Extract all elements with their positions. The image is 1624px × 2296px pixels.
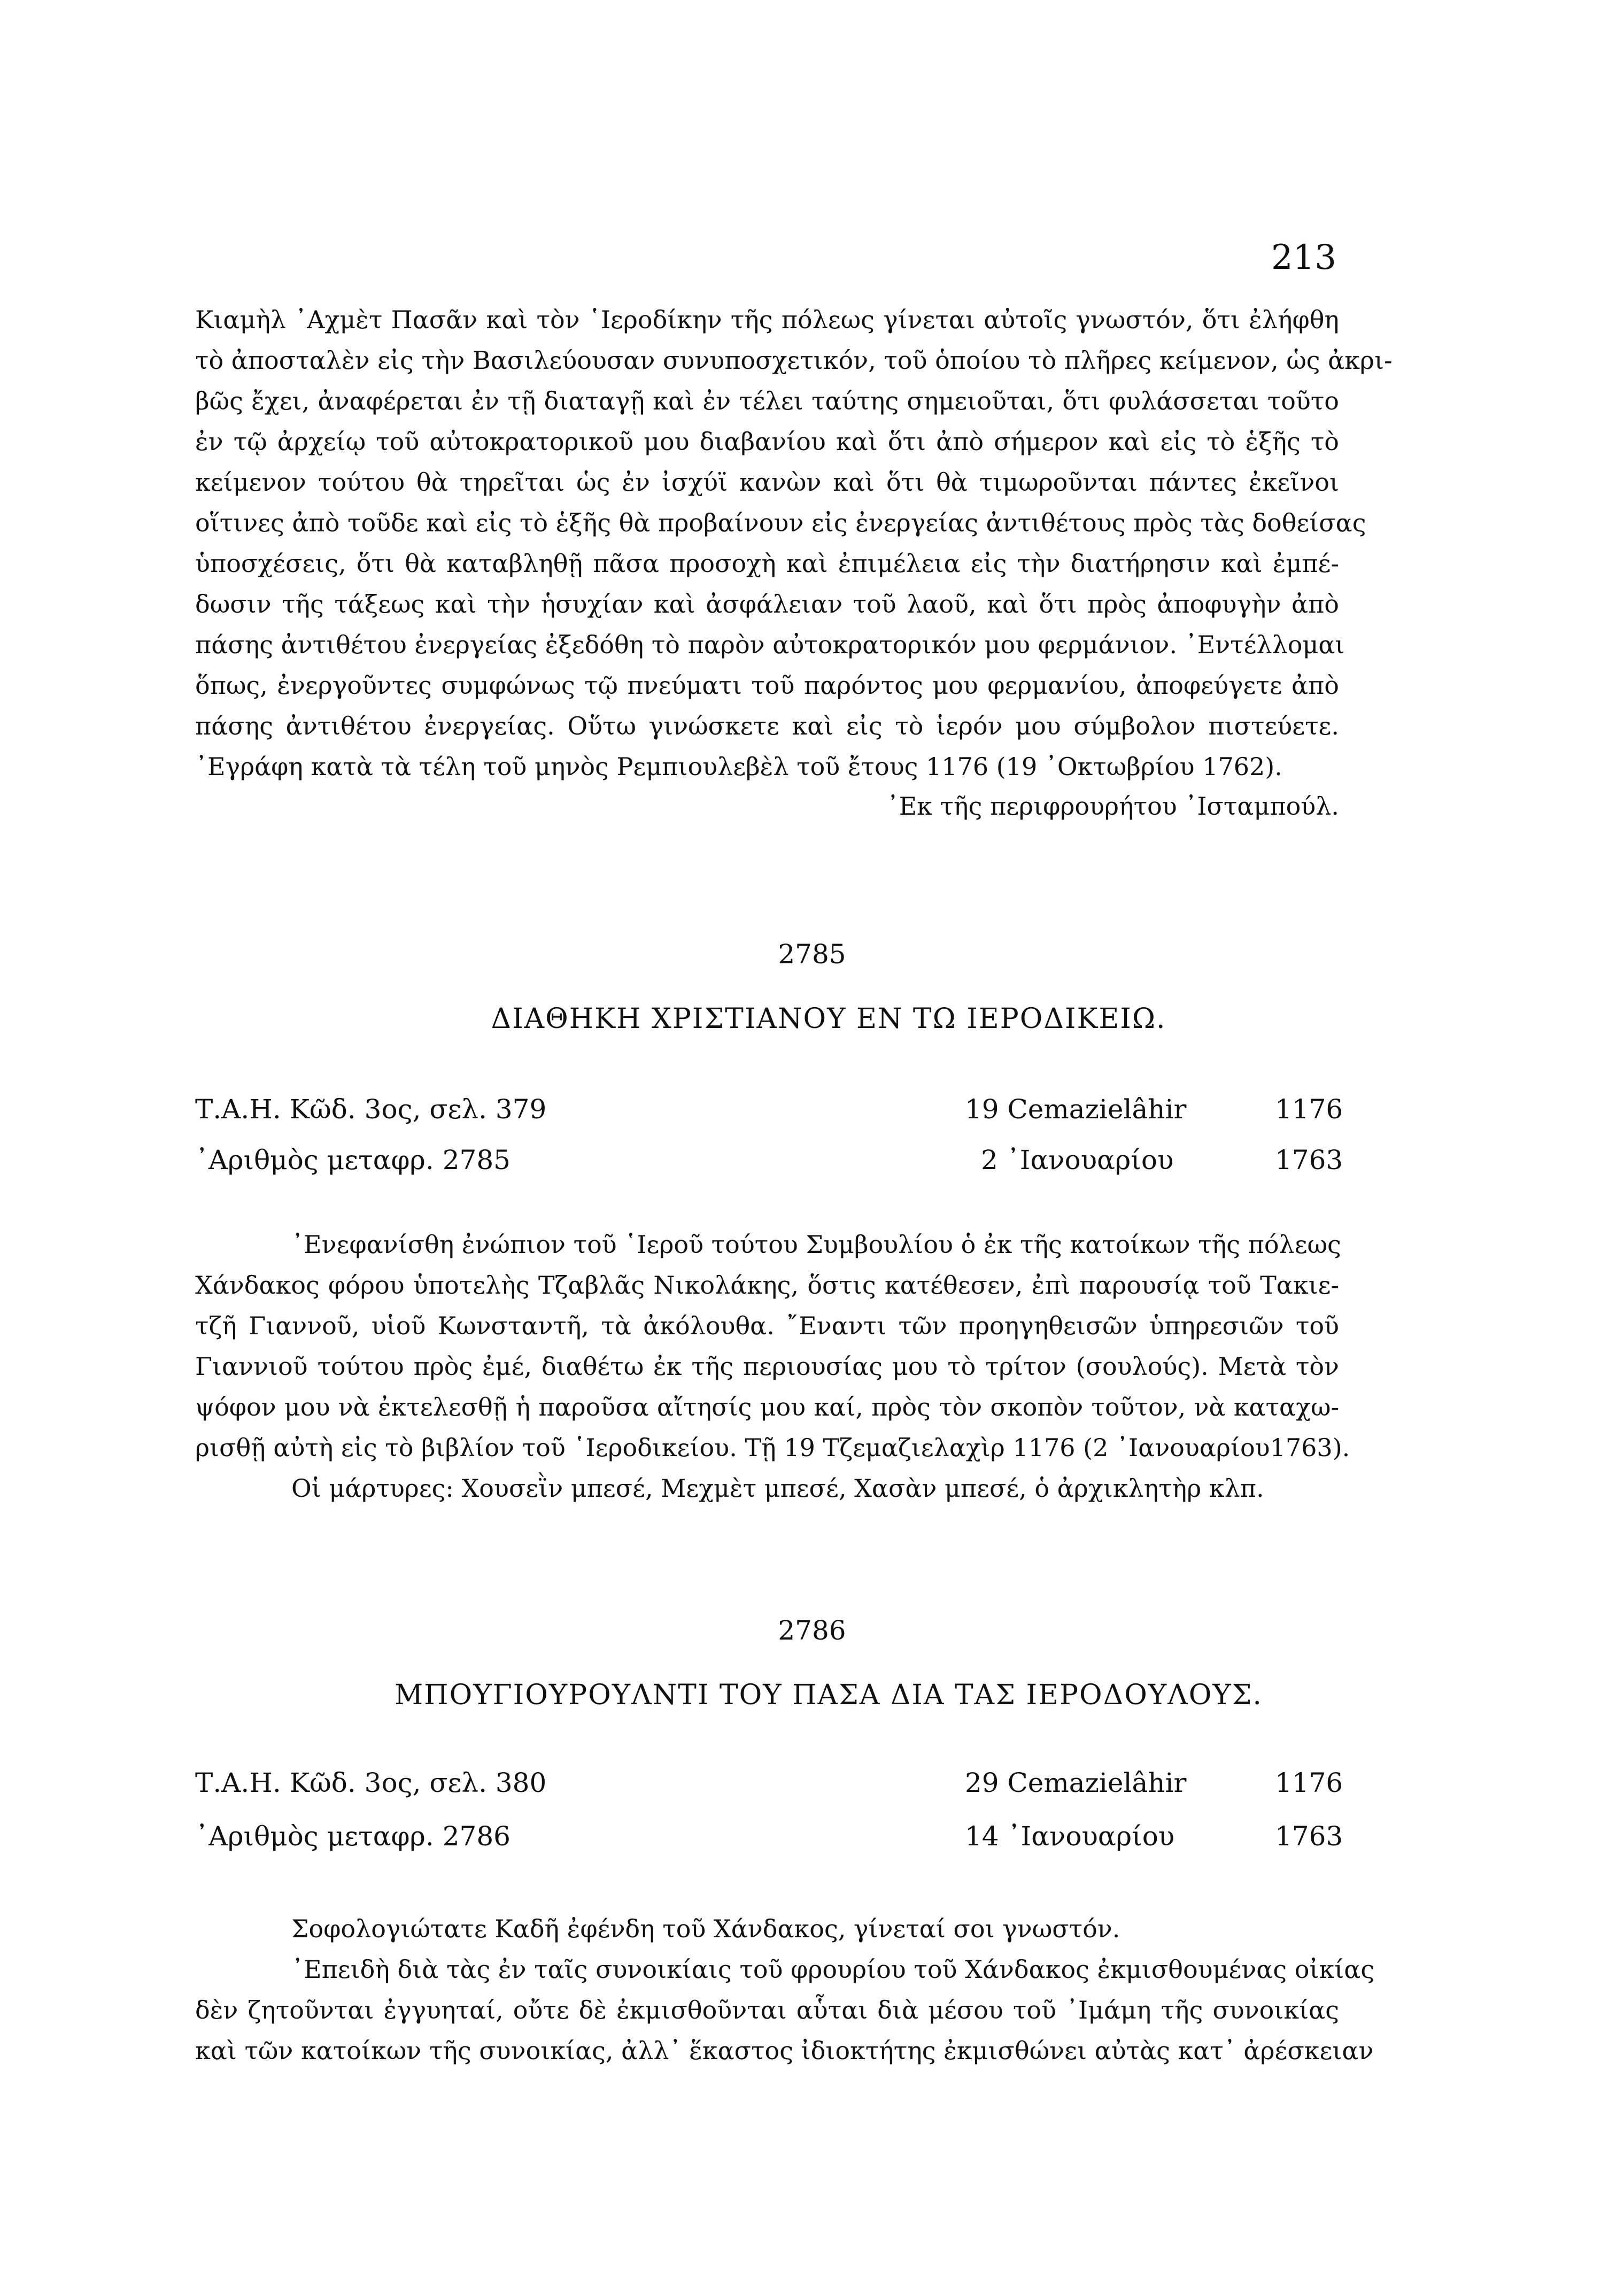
document-title: ΔΙΑΘΗΚΗ ΧΡΙΣΤΙΑΝΟΥ ΕΝ ΤΩ ΙΕΡΟΔΙΚΕΙΩ. xyxy=(491,1003,1166,1035)
text-line: βῶς ἔχει, ἀναφέρεται ἐν τῇ διαταγῇ καὶ ἐν τέλει ταύτης σημειοῦται, ὅτι φυλάσσεται τοῦτο xyxy=(195,386,1339,415)
text-line: οἵτινες ἀπὸ τοῦδε καὶ εἰς τὸ ἑξῆς θὰ προβαίνουν εἰς ἐνεργείας ἀντιθέτους πρὸς τὰς δοθείσας xyxy=(195,508,1366,537)
document-number: 2785 xyxy=(778,939,846,970)
text-line: ἐν τῷ ἀρχείῳ τοῦ αὐτοκρατορικοῦ μου διαβανίου καὶ ὅτι ἀπὸ σήμερον καὶ εἰς τὸ ἑξῆς τὸ xyxy=(195,427,1339,456)
text-line: ᾿Ενεφανίσθη ἐνώπιον τοῦ ῾Ιεροῦ τούτου Συμβουλίου ὁ ἐκ τῆς κατοίκων τῆς πόλεως xyxy=(291,1230,1341,1259)
document-number: 2786 xyxy=(778,1615,846,1646)
text-line: ψόφον μου νὰ ἐκτελεσθῇ ἡ παροῦσα αἴτησίς μου καί, πρὸς τὸν σκοπὸν τοῦτον, νὰ καταχω- xyxy=(195,1393,1339,1421)
gregorian-date: 14 ᾿Ιανουαρίου xyxy=(965,1821,1175,1852)
translation-number: ᾿Αριθμὸς μεταφρ. 2786 xyxy=(195,1821,511,1852)
text-line: ὅπως, ἐνεργοῦντες συμφώνως τῷ πνεύματι τοῦ παρόντος μου φερμανίου, ἀποφεύγετε ἀπὸ xyxy=(195,671,1339,700)
text-line: Οἱ μάρτυρες: Χουσεῒν μπεσέ, Μεχμὲτ μπεσέ, Χασὰν μπεσέ, ὁ ἀρχικλητὴρ κλπ. xyxy=(291,1474,1264,1503)
document-body xyxy=(195,1224,1350,1509)
hijri-year: 1176 xyxy=(1275,1094,1343,1125)
gregorian-date: 2 ᾿Ιανουαρίου xyxy=(981,1145,1174,1176)
text-line: ὑποσχέσεις, ὅτι θὰ καταβληθῇ πᾶσα προσοχὴ καὶ ἐπιμέλεια εἰς τὴν διατήρησιν καὶ ἐμπέ- xyxy=(195,549,1339,578)
text-line: πάσης ἀντιθέτου ἐνεργείας ἐξεδόθη τὸ παρὸν αὐτοκρατορικόν μου φερμάνιον. ᾿Εντέλλομαι xyxy=(195,630,1345,659)
translation-number: ᾿Αριθμὸς μεταφρ. 2785 xyxy=(195,1145,511,1176)
document-title: ΜΠΟΥΓΙΟΥΡΟΥΛΝΤΙ ΤΟΥ ΠΑΣΑ ΔΙΑ ΤΑΣ ΙΕΡΟΔΟΥΛΟΥΣ. xyxy=(395,1679,1263,1711)
text-line: δωσιν τῆς τάξεως καὶ τὴν ἡσυχίαν καὶ ἀσφάλειαν τοῦ λαοῦ, καὶ ὅτι πρὸς ἀποφυγὴν ἀπὸ xyxy=(195,590,1339,619)
document-body xyxy=(195,1908,1375,2071)
text-line: Κιαμὴλ ᾿Αχμὲτ Πασᾶν καὶ τὸν ῾Ιεροδίκην τῆς πόλεως γίνεται αὐτοῖς γνωστόν, ὅτι ἐλήφθη xyxy=(195,305,1339,334)
gregorian-year: 1763 xyxy=(1275,1821,1343,1852)
text-line: τὸ ἀποσταλὲν εἰς τὴν Βασιλεύουσαν συνυποσχετικόν, τοῦ ὁποίου τὸ πλῆρες κείμενον, ὡς ἀκρι- xyxy=(195,346,1393,375)
text-line: Χάνδακος φόρου ὑποτελὴς Τζαβλᾶς Νικολάκης, ὅστις κατέθεσεν, ἐπὶ παρουσίᾳ τοῦ Τακιε- xyxy=(195,1271,1339,1300)
hijri-date: 19 Cemazielâhir xyxy=(965,1094,1187,1125)
hijri-date: 29 Cemazielâhir xyxy=(965,1767,1187,1798)
source-reference: Τ.Α.Η. Κῶδ. 3ος, σελ. 379 xyxy=(195,1094,547,1125)
text-line: κείμενον τούτου θὰ τηρεῖται ὡς ἐν ἰσχύϊ κανὼν καὶ ὅτι θὰ τιμωροῦνται πάντες ἐκεῖνοι xyxy=(195,468,1339,497)
gregorian-year: 1763 xyxy=(1275,1145,1343,1176)
hijri-year: 1176 xyxy=(1275,1767,1343,1798)
text-line: ρισθῇ αὐτὴ εἰς τὸ βιβλίον τοῦ ῾Ιεροδικείου. Τῇ 19 Τζεμαζιελαχὶρ 1176 (2 ᾿Ιανουαρίου1763). xyxy=(195,1433,1350,1462)
text-line: τζῆ Γιαννοῦ, υἱοῦ Κωνσταντῆ, τὰ ἀκόλουθα. ῎Εναντι τῶν προηγηθεισῶν ὑπηρεσιῶν τοῦ xyxy=(195,1311,1339,1340)
text-line: Γιαννιοῦ τούτου πρὸς ἐμέ, διαθέτω ἐκ τῆς περιουσίας μου τὸ τρίτον (σουλούς). Μετὰ τὸν xyxy=(195,1352,1339,1381)
text-line: πάσης ἀντιθέτου ἐνεργείας. Οὕτω γινώσκετε καὶ εἰς τὸ ἱερόν μου σύμβολον πιστεύετε. xyxy=(195,712,1339,740)
text-line: Σοφολογιώτατε Καδῆ ἐφένδη τοῦ Χάνδακος, γίνεταί σοι γνωστόν. xyxy=(291,1914,1120,1943)
signature-line: ᾿Εκ τῆς περιφρουρήτου ᾿Ισταμπούλ. xyxy=(886,792,1339,821)
source-reference: Τ.Α.Η. Κῶδ. 3ος, σελ. 380 xyxy=(195,1767,547,1798)
continuation-paragraph xyxy=(195,299,1393,787)
text-line: ᾿Επειδὴ διὰ τὰς ἐν ταῖς συνοικίαις τοῦ φρουρίου τοῦ Χάνδακος ἐκμισθουμένας οἰκίας xyxy=(291,1955,1375,1984)
page-number: 213 xyxy=(1271,238,1336,277)
text-line: καὶ τῶν κατοίκων τῆς συνοικίας, ἀλλ᾿ ἕκαστος ἰδιοκτήτης ἐκμισθώνει αὐτὰς κατ᾿ ἀρέσκειαν xyxy=(195,2036,1374,2065)
text-line: δὲν ζητοῦνται ἐγγυηταί, οὔτε δὲ ἐκμισθοῦνται αὗται διὰ μέσου τοῦ ᾿Ιμάμη τῆς συνοικίας xyxy=(195,1996,1339,2024)
text-line: ᾿Εγράφη κατὰ τὰ τέλη τοῦ μηνὸς Ρεμπιουλεβὲλ τοῦ ἔτους 1176 (19 ᾿Οκτωβρίου 1762). xyxy=(195,752,1282,781)
